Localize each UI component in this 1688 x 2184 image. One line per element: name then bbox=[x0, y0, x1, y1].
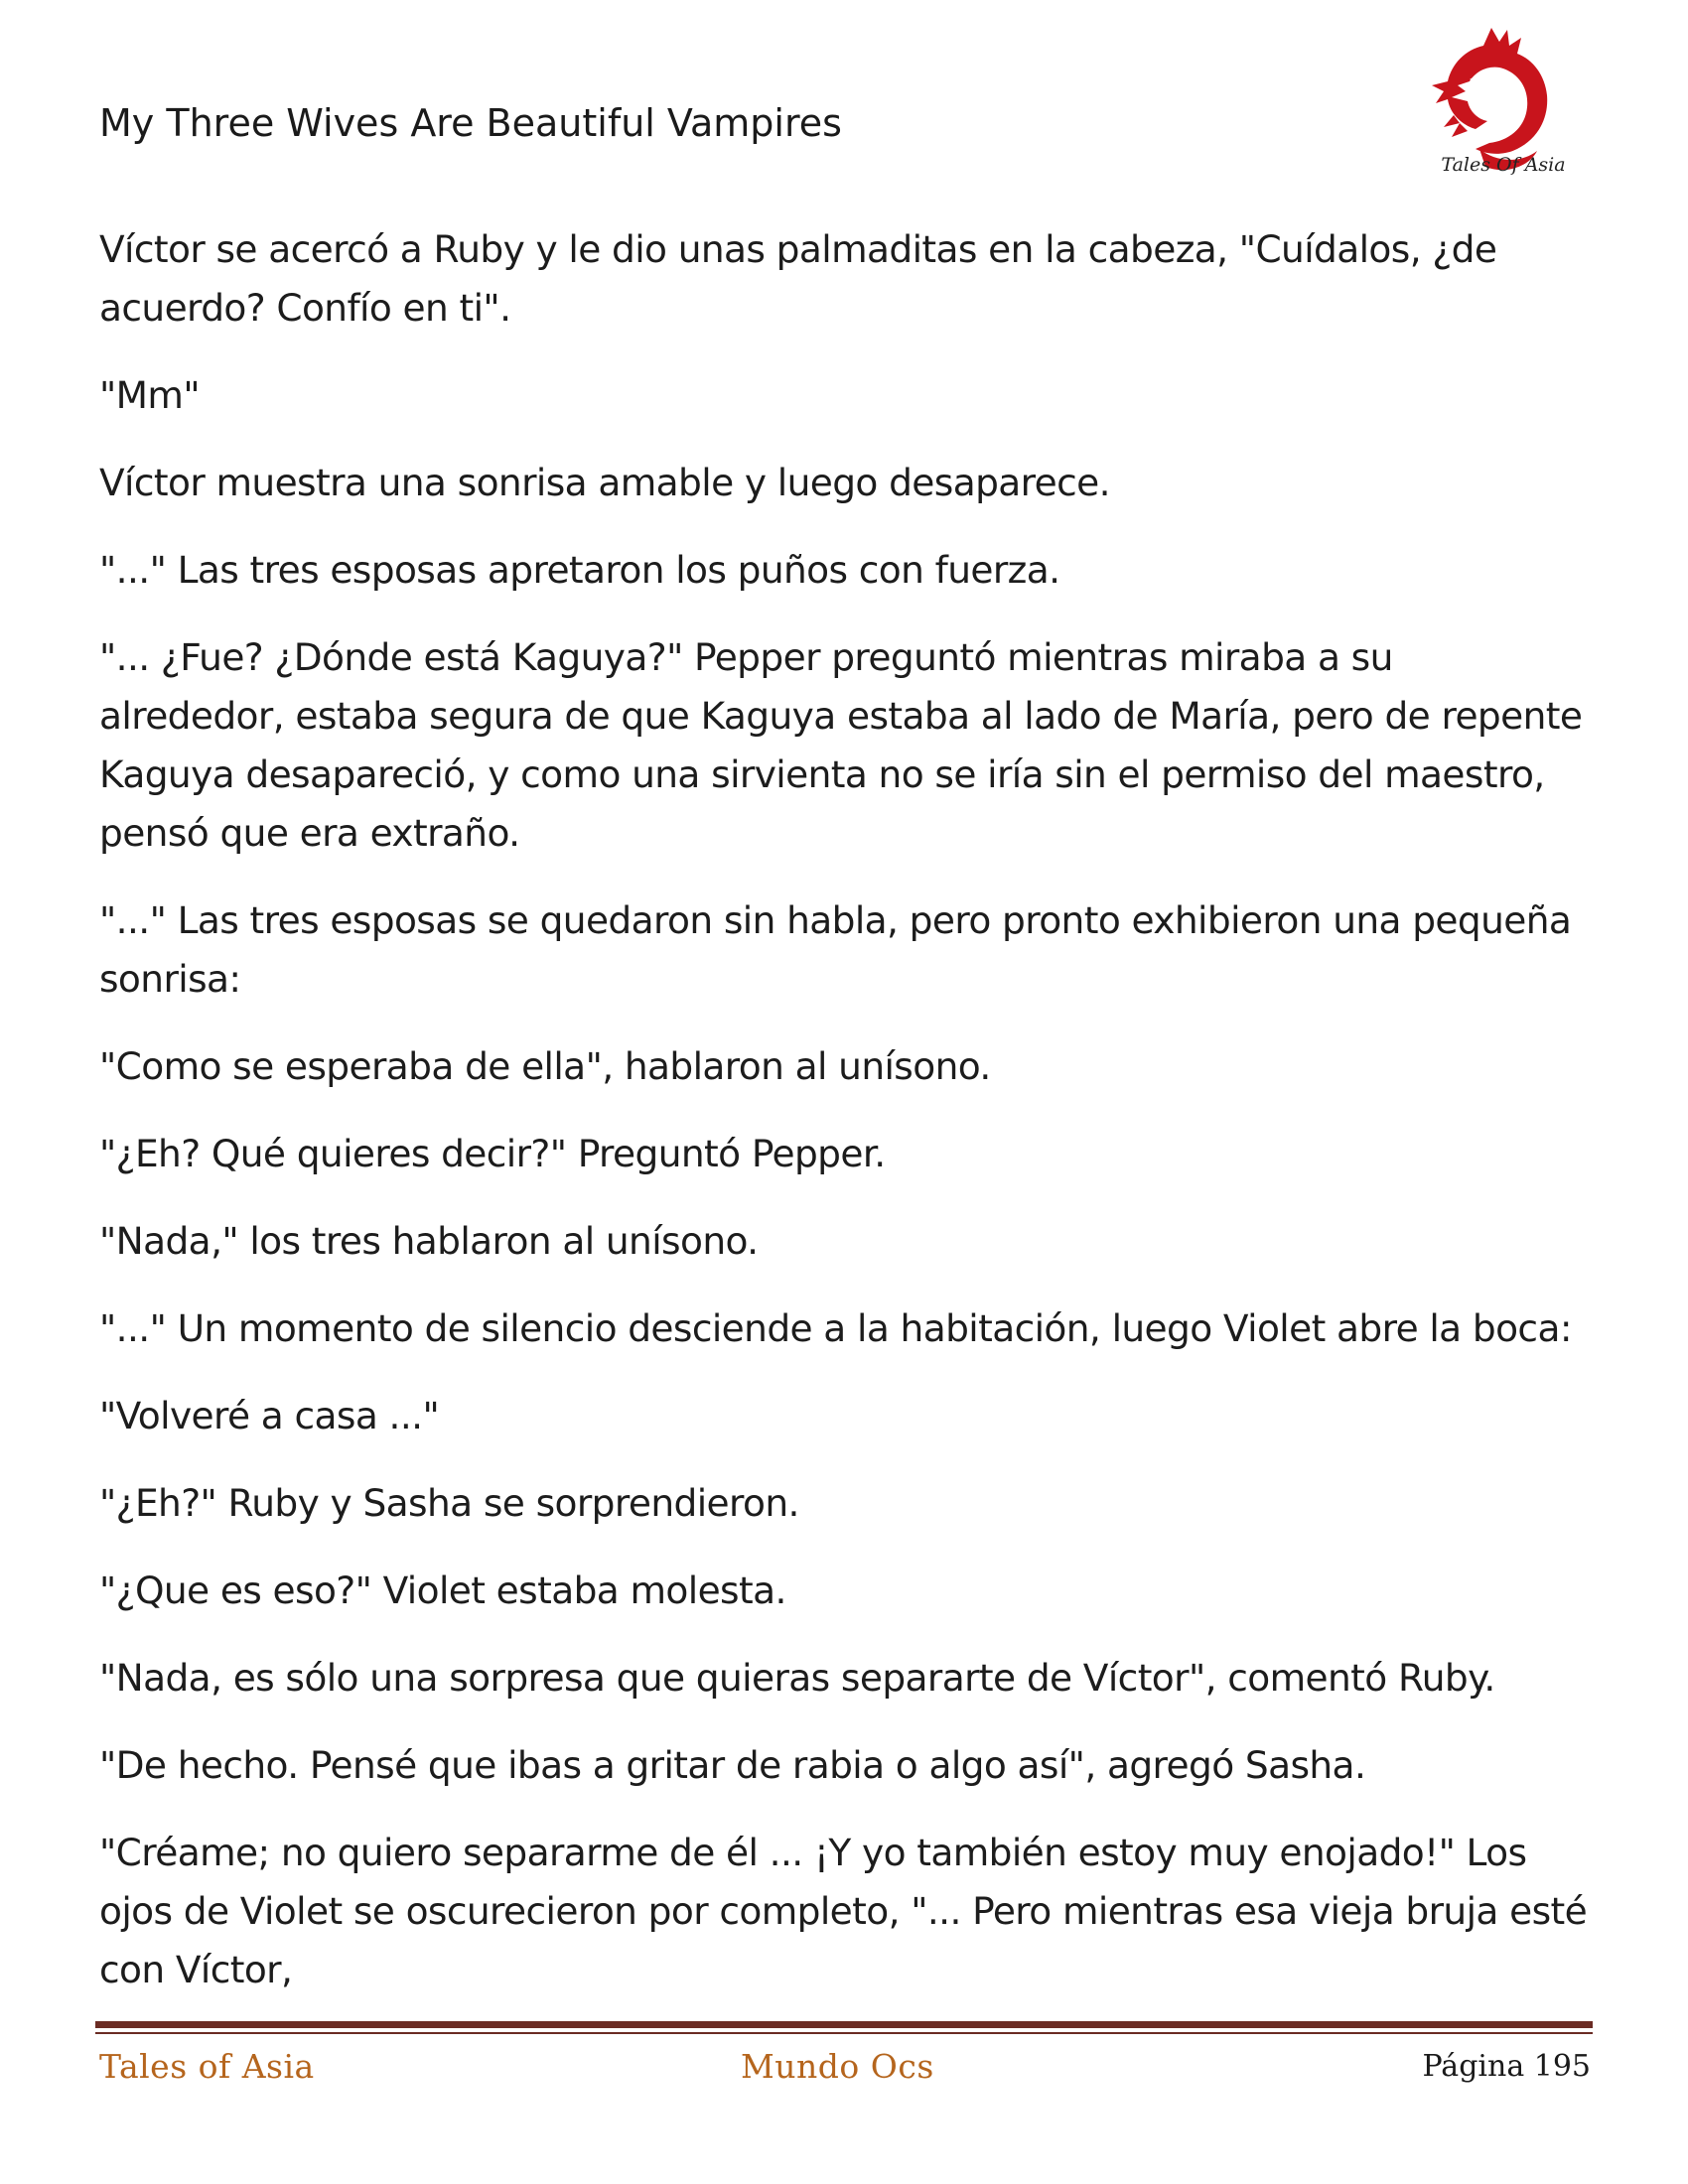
paragraph: "¿Eh?" Ruby y Sasha se sorprendieron. bbox=[99, 1481, 799, 1525]
paragraph: "..." Las tres esposas apretaron los puños con fuerza. bbox=[99, 548, 1060, 592]
paragraph: "..." Las tres esposas se quedaron sin habla, pero pronto exhibieron una pequeña sonrisa: bbox=[99, 898, 1572, 1001]
chapter-body bbox=[99, 220, 1589, 2028]
paragraph: "... ¿Fue? ¿Dónde está Kaguya?" Pepper preguntó mientras miraba a su alrededor, estaba segura de que Kaguya estaba al lado de María, pero de repente Kaguya desapareció, y como una sirvienta no se iría sin el permiso del maestro, pensó que era extraño. bbox=[99, 635, 1583, 855]
paragraph: "Volveré a casa ..." bbox=[99, 1394, 440, 1437]
footer-divider-thin bbox=[95, 2032, 1593, 2034]
paragraph: "..." Un momento de silencio desciende a la habitación, luego Violet abre la boca: bbox=[99, 1306, 1572, 1350]
page-header-title: My Three Wives Are Beautiful Vampires bbox=[99, 101, 842, 145]
paragraph: "Créame; no quiero separarme de él ... ¡Y yo también estoy muy enojado!" Los ojos de Violet se oscurecieron por completo, "... Pero mientras esa vieja bruja esté con Víctor, bbox=[99, 1831, 1588, 1991]
footer-divider bbox=[95, 2021, 1593, 2028]
paragraph: "De hecho. Pensé que ibas a gritar de rabia o algo así", agregó Sasha. bbox=[99, 1743, 1366, 1787]
paragraph: "¿Eh? Qué quieres decir?" Preguntó Pepper. bbox=[99, 1132, 886, 1175]
paragraph: "Mm" bbox=[99, 373, 200, 417]
paragraph: Víctor se acercó a Ruby y le dio unas palmaditas en la cabeza, "Cuídalos, ¿de acuerdo? Confío en ti". bbox=[99, 227, 1497, 330]
paragraph: "Nada," los tres hablaron al unísono. bbox=[99, 1219, 759, 1263]
logo-text: Tales Of Asia bbox=[1441, 154, 1566, 176]
paragraph: "Como se esperaba de ella", hablaron al unísono. bbox=[99, 1044, 991, 1088]
paragraph: "Nada, es sólo una sorpresa que quieras separarte de Víctor", comentó Ruby. bbox=[99, 1656, 1495, 1700]
paragraph: "¿Que es eso?" Violet estaba molesta. bbox=[99, 1569, 786, 1612]
footer-group-name: Mundo Ocs bbox=[741, 2047, 934, 2086]
paragraph: Víctor muestra una sonrisa amable y luego desaparece. bbox=[99, 461, 1110, 504]
footer-site-name: Tales of Asia bbox=[99, 2047, 315, 2086]
page-number: Página 195 bbox=[1422, 2049, 1591, 2084]
